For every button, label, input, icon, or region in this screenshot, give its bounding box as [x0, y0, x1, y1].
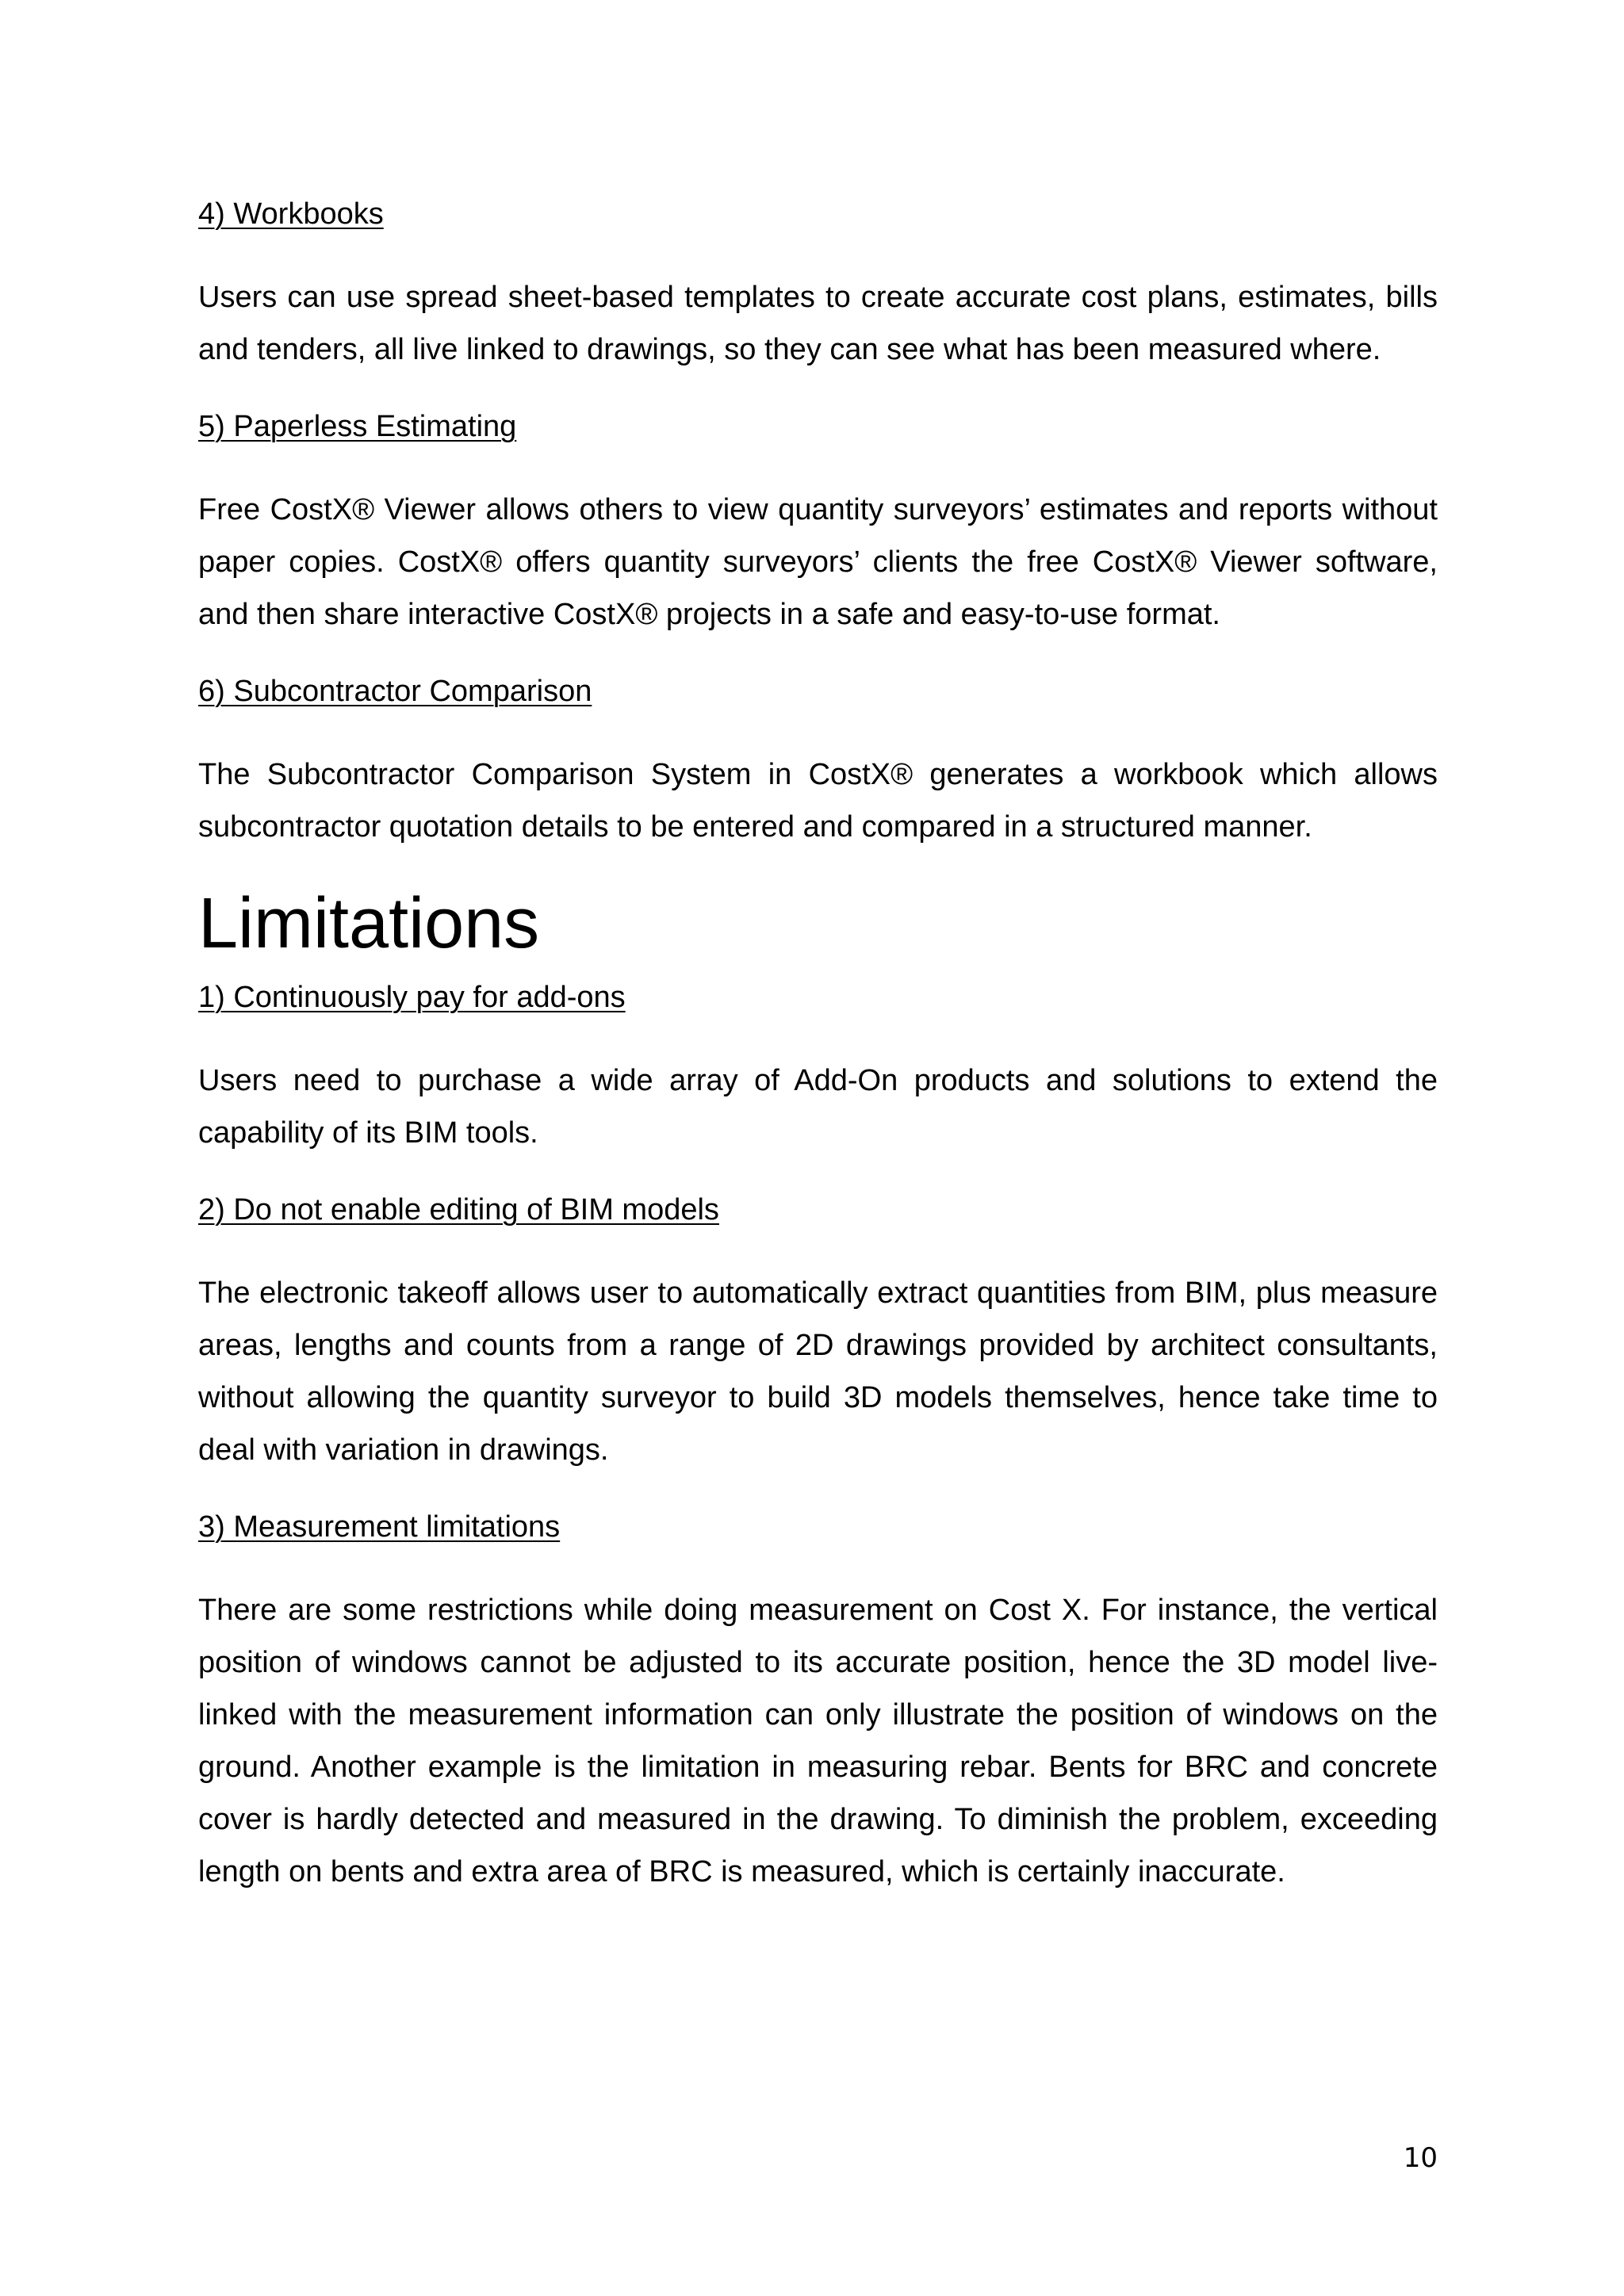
- limitations-title: Limitations: [198, 884, 540, 963]
- section-body: Users can use spread sheet-based templates to create accurate cost plans, estimates, bills and tenders, all live linked to drawings, so they can see what has been measured where.: [198, 281, 1438, 366]
- limitation-body: The electronic takeoff allows user to automatically extract quantities from BIM, plus measure areas, lengths and counts from a range of 2D drawings provided by architect consultants, without allowing the quantity surveyor to build 3D models themselves, hence take time to deal with variation in drawings.: [198, 1276, 1438, 1467]
- section-heading: 4) Workbooks: [198, 197, 384, 231]
- section-workbooks: [198, 190, 1438, 376]
- section-heading: 6) Subcontractor Comparison: [198, 675, 592, 708]
- limitation-heading: 3) Measurement limitations: [198, 1510, 561, 1544]
- limitation-bim-editing: [198, 1186, 1438, 1476]
- limitation-heading: 2) Do not enable editing of BIM models: [198, 1193, 719, 1226]
- section-subcontractor-comparison: [198, 668, 1438, 853]
- limitation-measurement: [198, 1503, 1438, 1898]
- limitation-body: There are some restrictions while doing measurement on Cost X. For instance, the vertical position of windows cannot be adjusted to its accurate position, hence the 3D model live-linked with the measurement information can only illustrate the position of windows on the ground. Another example is the limitation in measuring rebar. Bents for BRC and concrete cover is hardly detected and measured in the drawing. To diminish the problem, exceeding length on bents and extra area of BRC is measured, which is certainly inaccurate.: [198, 1594, 1438, 1888]
- limitation-body: Users need to purchase a wide array of Add-On products and solutions to extend the capability of its BIM tools.: [198, 1064, 1438, 1150]
- document-page: [198, 190, 1438, 1925]
- limitation-add-ons: [198, 974, 1438, 1159]
- section-heading: 5) Paperless Estimating: [198, 410, 517, 443]
- limitation-heading: 1) Continuously pay for add-ons: [198, 981, 626, 1014]
- section-body: Free CostX® Viewer allows others to view quantity surveyors’ estimates and reports without paper copies. CostX® offers quantity surveyors’ clients the free CostX® Viewer software, and then share interactive CostX® projects in a safe and easy-to-use format.: [198, 493, 1438, 631]
- section-body: The Subcontractor Comparison System in CostX® generates a workbook which allows subcontractor quotation details to be entered and compared in a structured manner.: [198, 758, 1438, 844]
- section-paperless-estimating: [198, 403, 1438, 641]
- page-number: 10: [1403, 2142, 1438, 2174]
